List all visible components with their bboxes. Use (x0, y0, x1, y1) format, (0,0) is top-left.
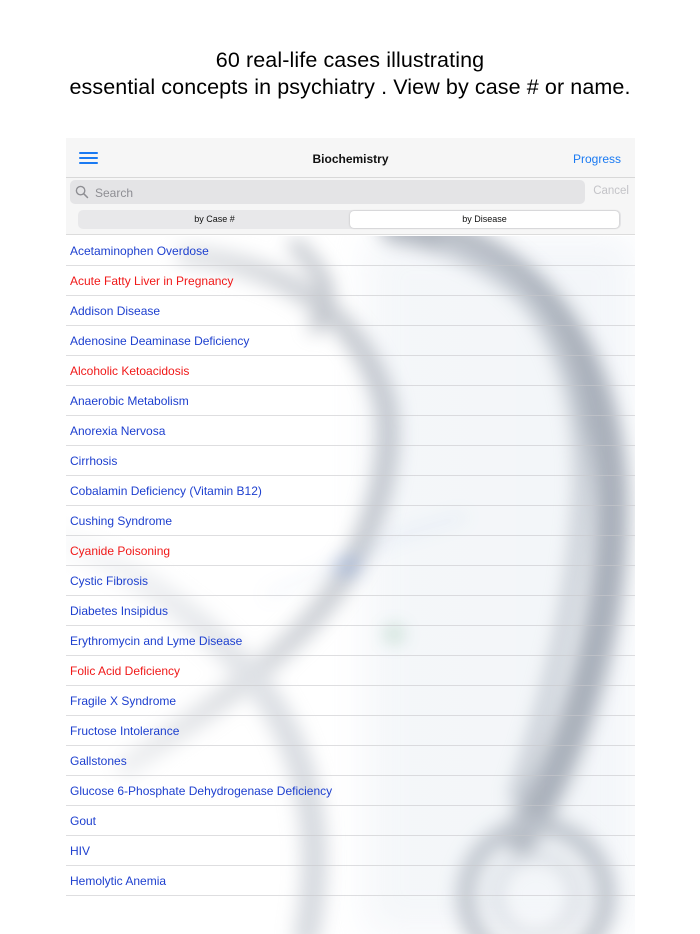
cancel-button[interactable]: Cancel (593, 185, 629, 197)
case-name: Folic Acid Deficiency (70, 664, 181, 678)
segment-by-disease[interactable]: by Disease (350, 211, 619, 228)
case-name: Hemolytic Anemia (70, 874, 167, 888)
promo-caption (0, 47, 700, 101)
case-name: Fragile X Syndrome (70, 694, 177, 708)
case-name: Cyanide Poisoning (70, 544, 171, 558)
search-field[interactable] (70, 180, 585, 204)
list-item[interactable] (66, 506, 635, 536)
list-item[interactable] (66, 776, 635, 806)
list-item[interactable] (66, 686, 635, 716)
list-item[interactable] (66, 746, 635, 776)
case-name: Cushing Syndrome (70, 514, 173, 528)
case-name: Erythromycin and Lyme Disease (70, 634, 243, 648)
list-item[interactable] (66, 716, 635, 746)
progress-button[interactable]: Progress (572, 152, 621, 166)
case-name: Cirrhosis (70, 454, 118, 468)
list-item[interactable] (66, 866, 635, 896)
sort-control-bar (66, 206, 635, 235)
case-name: Cobalamin Deficiency (Vitamin B12) (70, 484, 262, 498)
list-item[interactable] (66, 416, 635, 446)
sort-segmented-control (78, 210, 621, 229)
page-title: Biochemistry (312, 152, 389, 166)
list-item[interactable] (66, 566, 635, 596)
case-name: Adenosine Deaminase Deficiency (70, 334, 250, 348)
list-item[interactable] (66, 326, 635, 356)
list-item[interactable] (66, 656, 635, 686)
case-rows (66, 236, 635, 896)
case-name: Alcoholic Ketoacidosis (70, 364, 190, 378)
case-name: Addison Disease (70, 304, 161, 318)
case-name: Anaerobic Metabolism (70, 394, 189, 408)
list-item[interactable] (66, 806, 635, 836)
case-list (66, 236, 635, 934)
list-item[interactable] (66, 596, 635, 626)
case-name: Gallstones (70, 754, 127, 768)
list-item[interactable] (66, 296, 635, 326)
list-item[interactable] (66, 836, 635, 866)
app-screen (66, 138, 635, 934)
case-name: Anorexia Nervosa (70, 424, 166, 438)
case-name: Acute Fatty Liver in Pregnancy (70, 274, 234, 288)
search-input[interactable] (93, 183, 577, 203)
segment-by-case-number[interactable]: by Case # (194, 214, 235, 224)
list-item[interactable] (66, 476, 635, 506)
list-item[interactable] (66, 386, 635, 416)
case-name: Fructose Intolerance (70, 724, 180, 738)
case-name: HIV (70, 844, 91, 858)
list-item[interactable] (66, 236, 635, 266)
list-item[interactable] (66, 446, 635, 476)
case-name: Gout (70, 814, 97, 828)
list-item[interactable] (66, 356, 635, 386)
list-item[interactable] (66, 626, 635, 656)
search-bar (66, 178, 635, 206)
navigation-bar (66, 138, 635, 178)
case-name: Glucose 6-Phosphate Dehydrogenase Deficiency (70, 784, 333, 798)
case-name: Diabetes Insipidus (70, 604, 169, 618)
case-name: Cystic Fibrosis (70, 574, 149, 588)
list-item[interactable] (66, 536, 635, 566)
caption-line-1: 60 real-life cases illustrating (215, 48, 485, 72)
case-name: Acetaminophen Overdose (70, 244, 209, 258)
caption-line-2: essential concepts in psychiatry . View by case # or name. (69, 75, 631, 99)
search-icon (75, 185, 89, 199)
list-item[interactable] (66, 266, 635, 296)
